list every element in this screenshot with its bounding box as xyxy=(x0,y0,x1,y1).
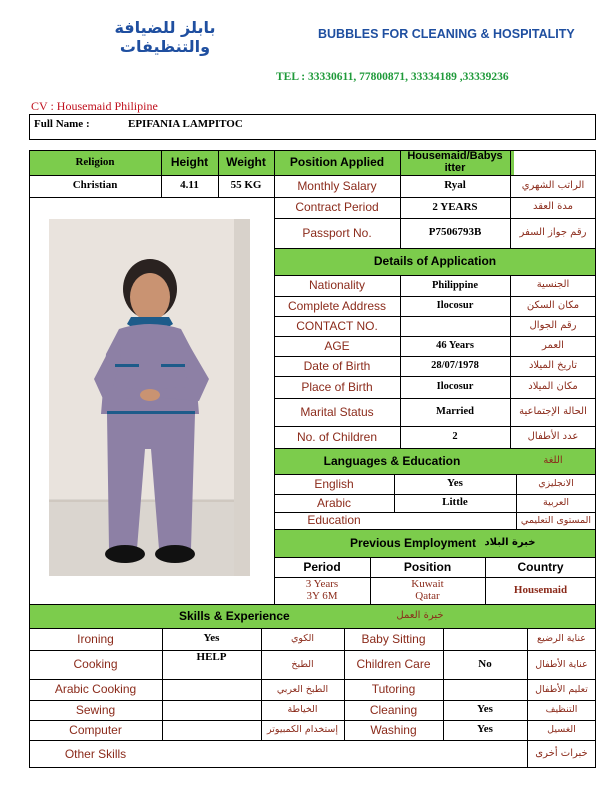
skill-label-ar: الخياطة xyxy=(287,704,318,716)
monthly-salary-label: Monthly Salary xyxy=(297,178,377,193)
details-label: Date of Birth xyxy=(303,358,371,373)
details-value: Ilocosur xyxy=(436,381,474,393)
details-label: Marital Status xyxy=(300,404,374,419)
details-label: AGE xyxy=(324,338,350,353)
details-label: Complete Address xyxy=(287,298,387,313)
languages-title: Languages & Education xyxy=(323,453,461,468)
skill-value: Yes xyxy=(203,632,220,645)
skill-label-ar: إستخدام الكمبيوتر xyxy=(267,724,338,736)
passport-value: P7506793B xyxy=(428,226,482,239)
company-arabic-name: بابلز للضيافة والتنظيفات xyxy=(114,18,216,56)
employment-country xyxy=(370,577,485,604)
employment-period xyxy=(274,577,370,604)
skill-label: Cleaning xyxy=(369,702,418,717)
monthly-salary-value: Ryal xyxy=(444,179,466,192)
skill-label-ar: عناية الرضيع xyxy=(537,633,586,645)
passport-ar: رقم جواز السفر xyxy=(519,226,587,238)
position-value-line1: Housemaid/Babys xyxy=(407,149,503,162)
skill-label-ar: الغسيل xyxy=(547,724,576,736)
skill-label-ar: عناية الأطفال xyxy=(535,658,588,670)
full-name-row xyxy=(29,114,596,140)
skill-label: Ironing xyxy=(77,631,114,646)
skill-value: Yes xyxy=(477,703,493,716)
other-skills-label: Other Skills xyxy=(64,746,127,761)
details-label: Nationality xyxy=(308,278,366,293)
person-illustration-icon xyxy=(49,219,250,576)
skill-value xyxy=(162,720,261,740)
position-header: Position xyxy=(403,559,452,574)
period-header: Period xyxy=(303,559,341,574)
details-label: Place of Birth xyxy=(301,379,373,394)
employment-position: Housemaid xyxy=(513,583,568,596)
details-label: CONTACT NO. xyxy=(296,318,378,333)
company-telephone: TEL : 33330611, 77800871, 33334189 ,33339236 xyxy=(276,71,509,83)
details-label-ar: عدد الأطفال xyxy=(527,430,579,442)
skill-label: Sewing xyxy=(75,702,116,717)
language-value xyxy=(394,512,516,529)
employment-title: Previous Employment xyxy=(349,535,476,550)
skills-title: Skills & Experience xyxy=(179,608,290,623)
details-value: Philippine xyxy=(431,279,479,291)
skill-label: Children Care xyxy=(356,657,431,672)
employment-title-ar: خبرة البلاد xyxy=(484,536,536,548)
position-value-line2: itter xyxy=(444,161,466,174)
skill-value: No xyxy=(478,657,492,670)
country-header: Country xyxy=(517,559,564,574)
skill-label-ar: الكوي xyxy=(290,633,315,645)
details-label-ar: العمر xyxy=(542,339,564,351)
weight-header: Weight xyxy=(226,155,266,170)
country-line2: Qatar xyxy=(415,589,440,602)
skill-label-ar: الطبخ العربي xyxy=(276,683,329,695)
period-line2: 3Y 6M xyxy=(306,589,338,602)
full-name-label: Full Name : xyxy=(34,118,90,130)
language-label: English xyxy=(314,476,354,491)
cv-title: CV : Housemaid Philipine xyxy=(31,99,158,113)
details-label-ar: رقم الجوال xyxy=(529,319,577,331)
skills-title-ar: خبرة العمل xyxy=(396,609,444,621)
language-label: Education xyxy=(307,513,361,528)
other-skills-ar: خبرات أخرى xyxy=(535,747,588,759)
contract-period-value: 2 YEARS xyxy=(432,200,478,213)
contract-period-ar: مدة العقد xyxy=(533,201,573,213)
skill-label: Computer xyxy=(69,722,122,737)
contract-period-label: Contract Period xyxy=(295,200,379,215)
skill-label: Tutoring xyxy=(371,682,416,697)
religion-value: Christian xyxy=(72,179,118,192)
full-name-value: EPIFANIA LAMPITOC xyxy=(128,118,243,130)
details-value: 46 Years xyxy=(436,340,474,352)
candidate-photo xyxy=(49,219,250,576)
skill-value xyxy=(162,700,261,720)
skill-label: Baby Sitting xyxy=(361,631,426,646)
position-applied-value xyxy=(400,150,510,175)
language-label: Arabic xyxy=(316,495,351,510)
details-value: Ilocosur xyxy=(436,300,474,312)
details-label-ar: مكان الميلاد xyxy=(528,380,578,392)
skill-label-ar: التنظيف xyxy=(545,704,578,716)
country-line1: Kuwait xyxy=(411,577,444,590)
details-title: Details of Application xyxy=(373,254,497,269)
language-value: Little xyxy=(442,496,468,509)
details-value: 28/07/1978 xyxy=(431,360,479,372)
details-label: No. of Children xyxy=(296,429,378,444)
period-line1: 3 Years xyxy=(305,577,339,590)
skill-value xyxy=(443,679,527,700)
skill-label-ar: تعليم الأطفال xyxy=(535,683,588,695)
language-label-ar: المستوى التعليمي xyxy=(520,514,592,526)
skill-label-ar: الطبخ xyxy=(291,658,314,670)
position-applied-label: Position Applied xyxy=(289,155,385,170)
details-value xyxy=(400,316,510,336)
height-header: Height xyxy=(170,155,209,170)
details-label-ar: تاريخ الميلاد xyxy=(528,359,578,371)
skill-label: Cooking xyxy=(73,657,118,672)
monthly-salary-ar: الراتب الشهري xyxy=(521,179,585,191)
religion-header: Religion xyxy=(75,155,115,168)
skill-value xyxy=(162,679,261,700)
skill-value: Yes xyxy=(477,723,493,736)
details-value: Married xyxy=(436,406,474,418)
languages-title-ar: اللغة xyxy=(543,454,563,466)
skill-value xyxy=(443,628,527,650)
height-value: 4.11 xyxy=(180,179,199,192)
skill-label: Arabic Cooking xyxy=(54,682,137,697)
details-label-ar: مكان السكن xyxy=(526,299,580,311)
skill-label: Washing xyxy=(370,722,417,737)
language-value: Yes xyxy=(447,477,463,490)
details-value: 2 xyxy=(452,431,458,443)
weight-value: 55 KG xyxy=(230,179,262,192)
language-label-ar: الانجليزي xyxy=(538,478,574,490)
company-english-name: BUBBLES FOR CLEANING & HOSPITALITY xyxy=(318,27,575,41)
language-label-ar: العربية xyxy=(543,497,569,509)
details-label-ar: الحالة الإجتماعية xyxy=(519,405,587,417)
details-label-ar: الجنسية xyxy=(536,279,570,291)
passport-label: Passport No. xyxy=(302,225,372,240)
skill-value: HELP xyxy=(196,651,227,663)
